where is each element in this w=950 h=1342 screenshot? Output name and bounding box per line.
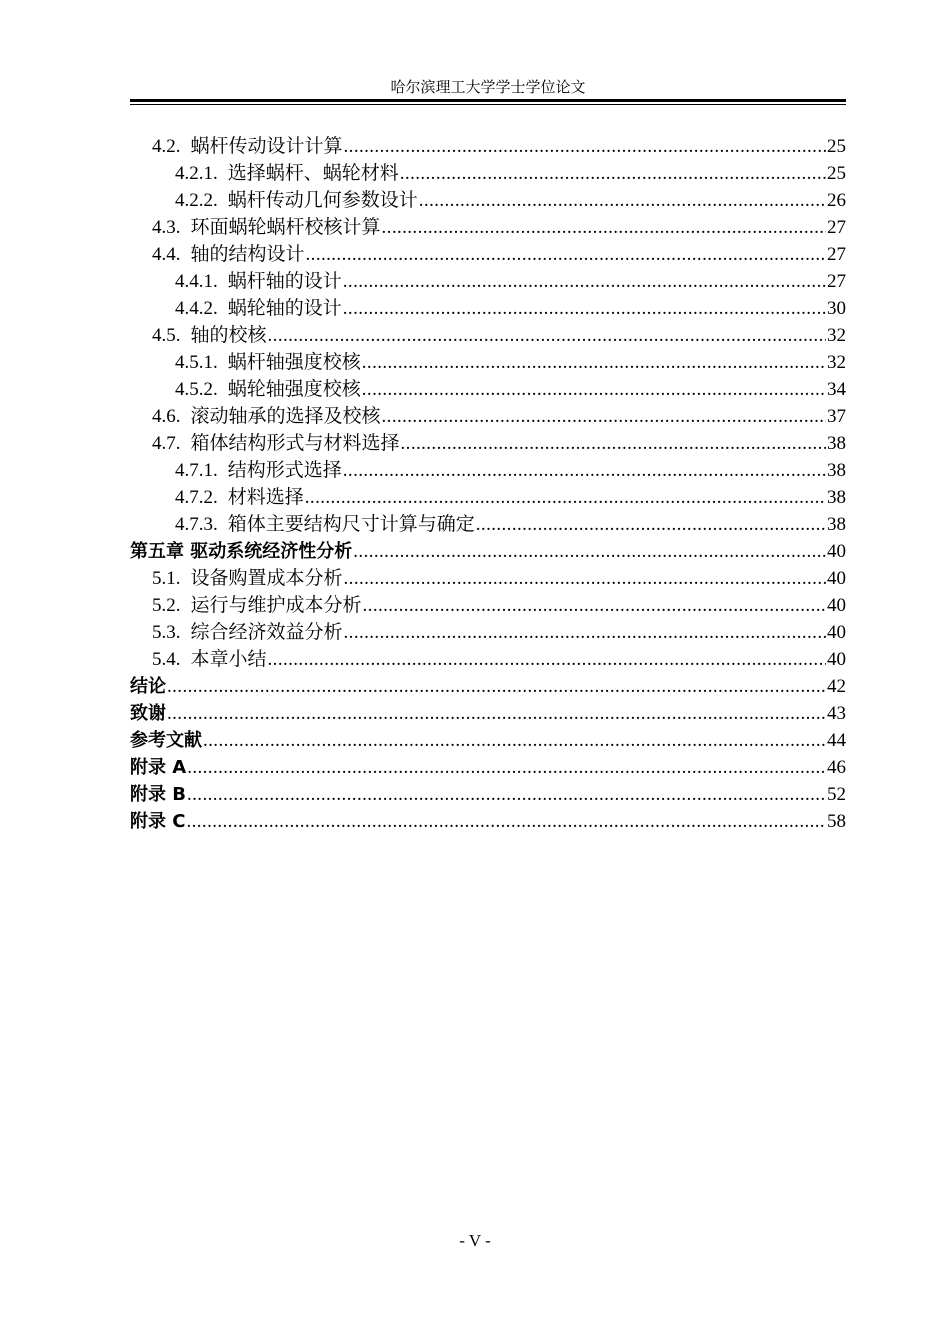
toc-entry-page: 40: [827, 541, 846, 562]
toc-entry-number: 4.7.1.: [175, 460, 218, 481]
toc-entry[interactable]: [130, 700, 846, 727]
toc-dot-leader: [343, 295, 826, 322]
toc-entry-page: 38: [827, 514, 846, 535]
toc-entry-title: 轴的结构设计: [190, 244, 305, 265]
toc-entry-page: 46: [827, 757, 846, 778]
toc-dot-leader: [400, 160, 826, 187]
toc-entry-number: 5.1.: [152, 568, 181, 589]
toc-entry[interactable]: [130, 322, 846, 349]
table-of-contents: [130, 133, 846, 835]
toc-entry-page: 34: [827, 379, 846, 400]
toc-entry-number: 5.2.: [152, 595, 181, 616]
toc-entry-page: 52: [827, 784, 846, 805]
page-number: - V -: [459, 1231, 491, 1250]
toc-entry-page: 27: [827, 217, 846, 238]
toc-entry[interactable]: [130, 673, 846, 700]
toc-entry-number: 4.2.1.: [175, 163, 218, 184]
toc-dot-leader: [353, 538, 826, 565]
toc-dot-leader: [344, 565, 826, 592]
toc-dot-leader: [343, 268, 826, 295]
toc-entry[interactable]: [130, 511, 846, 538]
toc-entry-page: 32: [827, 352, 846, 373]
toc-entry[interactable]: [130, 457, 846, 484]
toc-dot-leader: [382, 214, 826, 241]
toc-entry-number: 4.5.2.: [175, 379, 218, 400]
toc-entry-number: 4.3.: [152, 217, 181, 238]
toc-entry[interactable]: [130, 727, 846, 754]
toc-entry-page: 25: [827, 163, 846, 184]
toc-dot-leader: [363, 592, 826, 619]
toc-entry[interactable]: [130, 133, 846, 160]
toc-entry[interactable]: [130, 430, 846, 457]
toc-entry-title: 箱体结构形式与材料选择: [190, 433, 400, 454]
toc-entry-title: 蜗杆传动几何参数设计: [227, 190, 418, 211]
toc-entry-page: 27: [827, 244, 846, 265]
toc-dot-leader: [382, 403, 826, 430]
toc-entry-title: 综合经济效益分析: [190, 622, 343, 643]
toc-entry-page: 30: [827, 298, 846, 319]
toc-dot-leader: [203, 727, 826, 754]
toc-entry[interactable]: [130, 403, 846, 430]
toc-entry-number: 4.5.: [152, 325, 181, 346]
toc-entry-page: 40: [827, 595, 846, 616]
toc-dot-leader: [186, 808, 826, 835]
toc-entry-title: 附录 B: [130, 784, 186, 805]
toc-entry-page: 44: [827, 730, 846, 751]
toc-dot-leader: [401, 430, 826, 457]
toc-entry[interactable]: [130, 214, 846, 241]
toc-entry-title: 蜗杆轴强度校核: [227, 352, 361, 373]
toc-entry-title: 蜗杆传动设计计算: [190, 136, 343, 157]
toc-entry-number: 4.5.1.: [175, 352, 218, 373]
toc-entry-title: 本章小结: [190, 649, 267, 670]
toc-entry-page: 40: [827, 622, 846, 643]
toc-dot-leader: [306, 241, 826, 268]
toc-entry-title: 附录 C: [130, 811, 186, 832]
toc-entry-page: 37: [827, 406, 846, 427]
toc-entry-page: 27: [827, 271, 846, 292]
toc-entry-number: 5.3.: [152, 622, 181, 643]
toc-entry-title: 环面蜗轮蜗杆校核计算: [190, 217, 381, 238]
toc-entry-page: 26: [827, 190, 846, 211]
toc-entry[interactable]: [130, 538, 846, 565]
toc-entry-number: 5.4.: [152, 649, 181, 670]
header-rule-thick: [130, 99, 846, 102]
toc-dot-leader: [268, 646, 826, 673]
toc-entry[interactable]: [130, 781, 846, 808]
toc-entry-title: 运行与维护成本分析: [190, 595, 362, 616]
toc-entry-title: 第五章 驱动系统经济性分析: [130, 541, 353, 562]
toc-dot-leader: [167, 673, 826, 700]
toc-entry-title: 材料选择: [227, 487, 304, 508]
toc-entry-page: 40: [827, 568, 846, 589]
toc-entry-number: 4.7.2.: [175, 487, 218, 508]
toc-entry[interactable]: [130, 484, 846, 511]
toc-entry-number: 4.2.2.: [175, 190, 218, 211]
toc-entry-title: 结论: [130, 676, 166, 697]
toc-entry-title: 附录 A: [130, 757, 187, 778]
toc-entry-page: 25: [827, 136, 846, 157]
toc-entry-number: 4.4.2.: [175, 298, 218, 319]
toc-entry[interactable]: [130, 160, 846, 187]
toc-entry[interactable]: [130, 295, 846, 322]
toc-entry-page: 43: [827, 703, 846, 724]
toc-entry-title: 参考文献: [130, 730, 202, 751]
toc-entry-title: 蜗杆轴的设计: [227, 271, 342, 292]
toc-entry[interactable]: [130, 349, 846, 376]
toc-entry[interactable]: [130, 268, 846, 295]
toc-entry-page: 58: [827, 811, 846, 832]
toc-entry-page: 42: [827, 676, 846, 697]
header-rule-thin: [130, 104, 846, 105]
toc-entry[interactable]: [130, 754, 846, 781]
toc-entry-number: 4.4.1.: [175, 271, 218, 292]
toc-entry-number: 4.4.: [152, 244, 181, 265]
toc-entry[interactable]: [130, 241, 846, 268]
toc-dot-leader: [419, 187, 826, 214]
toc-entry-number: 4.7.3.: [175, 514, 218, 535]
toc-entry[interactable]: [130, 646, 846, 673]
toc-dot-leader: [362, 376, 826, 403]
toc-entry-page: 32: [827, 325, 846, 346]
toc-entry[interactable]: [130, 187, 846, 214]
toc-entry-title: 蜗轮轴的设计: [227, 298, 342, 319]
toc-entry-number: 4.7.: [152, 433, 181, 454]
toc-dot-leader: [305, 484, 826, 511]
toc-entry-title: 结构形式选择: [227, 460, 342, 481]
toc-dot-leader: [167, 700, 826, 727]
toc-entry-title: 蜗轮轴强度校核: [227, 379, 361, 400]
running-header-title: 哈尔滨理工大学学士学位论文: [390, 80, 586, 96]
toc-entry-title: 滚动轴承的选择及校核: [190, 406, 381, 427]
toc-entry[interactable]: [130, 619, 846, 646]
toc-entry-page: 38: [827, 460, 846, 481]
toc-entry-page: 38: [827, 433, 846, 454]
toc-dot-leader: [344, 133, 826, 160]
toc-dot-leader: [362, 349, 826, 376]
toc-dot-leader: [344, 619, 826, 646]
toc-dot-leader: [187, 781, 826, 808]
toc-entry-number: 4.6.: [152, 406, 181, 427]
toc-dot-leader: [187, 754, 826, 781]
toc-entry[interactable]: [130, 592, 846, 619]
toc-entry-title: 选择蜗杆、蜗轮材料: [227, 163, 399, 184]
toc-entry-page: 38: [827, 487, 846, 508]
toc-entry[interactable]: [130, 565, 846, 592]
toc-dot-leader: [476, 511, 826, 538]
toc-entry-page: 40: [827, 649, 846, 670]
toc-entry-title: 轴的校核: [190, 325, 267, 346]
toc-entry[interactable]: [130, 808, 846, 835]
toc-entry-number: 4.2.: [152, 136, 181, 157]
toc-dot-leader: [343, 457, 826, 484]
toc-entry[interactable]: [130, 376, 846, 403]
toc-entry-title: 致谢: [130, 703, 166, 724]
toc-entry-title: 设备购置成本分析: [190, 568, 343, 589]
toc-dot-leader: [268, 322, 826, 349]
toc-entry-title: 箱体主要结构尺寸计算与确定: [227, 514, 475, 535]
